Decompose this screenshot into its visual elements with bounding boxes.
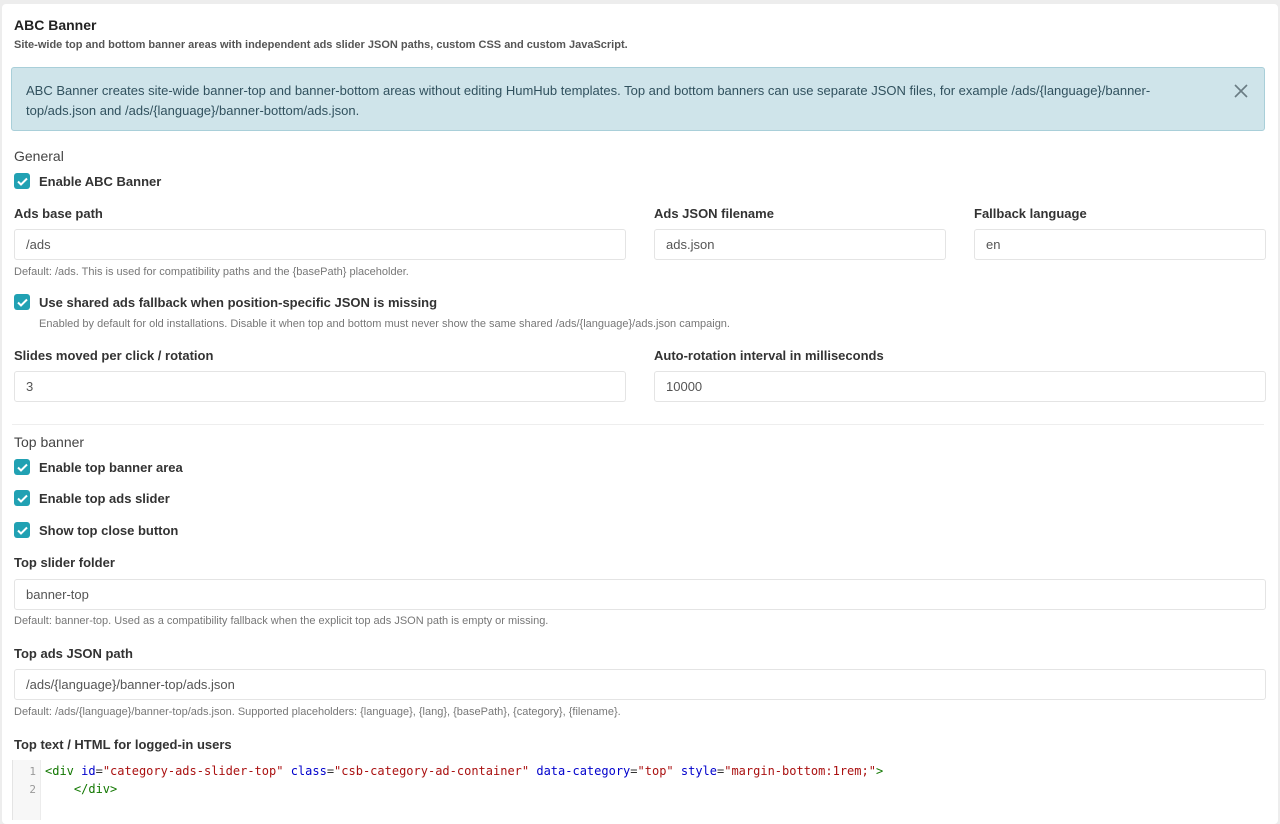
enable-top-slider-checkbox[interactable] xyxy=(14,490,30,506)
ads-json-filename-label: Ads JSON filename xyxy=(654,206,774,221)
top-ads-json-path-help: Default: /ads/{language}/banner-top/ads.json. Supported placeholders: {language}, {lang}, {basePath}, {category}, {filename}. xyxy=(14,706,621,718)
code-line-1: <div id="category-ads-slider-top" class="csb-category-ad-container" data-category="top" style="margin-bottom:1rem;"> xyxy=(45,764,884,778)
check-icon xyxy=(17,526,28,535)
shared-fallback-label: Use shared ads fallback when position-specific JSON is missing xyxy=(39,294,438,310)
top-ads-json-path-input[interactable] xyxy=(14,669,1266,700)
close-icon[interactable] xyxy=(1232,82,1250,100)
enable-top-slider-label: Enable top ads slider xyxy=(39,490,170,506)
code-token-tag: > xyxy=(875,764,884,778)
code-token-tag: <div xyxy=(45,764,74,778)
enable-top-slider-checkbox-row[interactable] xyxy=(14,490,170,506)
enable-abc-banner-checkbox-row[interactable] xyxy=(14,173,161,189)
top-slider-folder-input[interactable] xyxy=(14,579,1266,610)
page-title: ABC Banner xyxy=(14,17,97,33)
top-slider-folder-help: Default: banner-top. Used as a compatibility fallback when the explicit top ads JSON path is empty or missing. xyxy=(14,615,549,627)
show-top-close-checkbox-row[interactable] xyxy=(14,522,178,538)
code-token-attr: style xyxy=(680,764,717,778)
ads-json-filename-input[interactable] xyxy=(654,229,946,260)
panel-header xyxy=(14,16,628,52)
ads-base-path-input[interactable] xyxy=(14,229,626,260)
top-html-code-editor[interactable] xyxy=(12,760,1264,820)
top-slider-folder-label: Top slider folder xyxy=(14,555,115,570)
info-alert xyxy=(11,67,1265,131)
ads-base-path-help: Default: /ads. This is used for compatibility paths and the {basePath} placeholder. xyxy=(14,266,409,278)
enable-abc-banner-checkbox[interactable] xyxy=(14,173,30,189)
code-token-string: "category-ads-slider-top" xyxy=(102,764,284,778)
code-token-tag: </div> xyxy=(73,782,118,796)
show-top-close-checkbox[interactable] xyxy=(14,522,30,538)
section-title-top-banner: Top banner xyxy=(14,434,85,450)
shared-fallback-help: Enabled by default for old installations. Disable it when top and bottom must never show the same shared /ads/{language}/ads.json campaign. xyxy=(39,318,730,330)
page-subtitle: Site-wide top and bottom banner areas with independent ads slider JSON paths, custom CSS and custom JavaScript. xyxy=(14,39,628,51)
top-ads-json-path-label: Top ads JSON path xyxy=(14,646,133,661)
alert-text: ABC Banner creates site-wide banner-top and banner-bottom areas without editing HumHub templates. Top and bottom banners can use separate JSON files, for example /ads/{language}/banner-top/ads.json and /ads/{language}/banner-bottom/ads.json. xyxy=(26,83,1151,118)
top-html-label: Top text / HTML for logged-in users xyxy=(14,737,232,752)
shared-fallback-checkbox-row[interactable] xyxy=(14,294,437,310)
code-token-string: "csb-category-ad-container" xyxy=(334,764,530,778)
code-token-string: "margin-bottom:1rem;" xyxy=(724,764,876,778)
section-title-general: General xyxy=(14,148,64,164)
line-number: 1 xyxy=(29,765,36,778)
code-token-attr: class xyxy=(290,764,327,778)
show-top-close-label: Show top close button xyxy=(39,522,179,538)
code-gutter xyxy=(13,760,41,820)
check-icon xyxy=(17,298,28,307)
enable-top-area-checkbox[interactable] xyxy=(14,459,30,475)
slides-per-click-input[interactable] xyxy=(14,371,626,402)
rotation-interval-input[interactable] xyxy=(654,371,1266,402)
check-icon xyxy=(17,463,28,472)
fallback-language-label: Fallback language xyxy=(974,206,1087,221)
code-token-string: "top" xyxy=(637,764,674,778)
check-icon xyxy=(17,177,28,186)
check-icon xyxy=(17,494,28,503)
enable-abc-banner-label: Enable ABC Banner xyxy=(39,173,162,189)
ads-base-path-label: Ads base path xyxy=(14,206,103,221)
code-token-attr: data-category xyxy=(536,764,631,778)
line-number: 2 xyxy=(29,783,36,796)
section-divider xyxy=(12,424,1264,425)
enable-top-area-checkbox-row[interactable] xyxy=(14,459,183,475)
code-line-2 xyxy=(45,782,117,796)
enable-top-area-label: Enable top banner area xyxy=(39,459,183,475)
slides-per-click-label: Slides moved per click / rotation xyxy=(14,348,214,363)
fallback-language-input[interactable] xyxy=(974,229,1266,260)
rotation-interval-label: Auto-rotation interval in milliseconds xyxy=(654,348,884,363)
code-token-attr: id xyxy=(81,764,96,778)
shared-fallback-checkbox[interactable] xyxy=(14,294,30,310)
